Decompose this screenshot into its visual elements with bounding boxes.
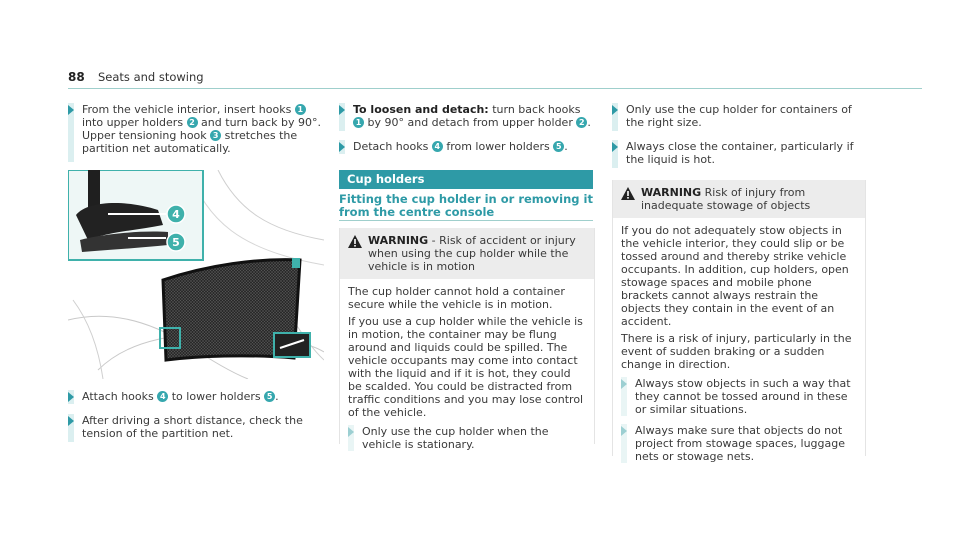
warning-body	[613, 218, 865, 463]
warning-icon	[348, 235, 362, 248]
step-text: Always close the container, particularly if the liquid is hot.	[626, 140, 854, 166]
partition-net-illustration	[68, 170, 324, 379]
warning-box	[339, 228, 595, 451]
instruction-step	[68, 103, 324, 162]
step-bar	[68, 390, 74, 404]
callout-badge: 4	[432, 141, 443, 152]
arrow-icon	[612, 105, 618, 115]
figure-callout-5: 5	[172, 236, 180, 249]
instruction-step	[621, 377, 857, 416]
step-bar	[612, 103, 618, 131]
step-bar	[339, 103, 345, 131]
step-text: After driving a short distance, check the tension of the partition net.	[82, 414, 303, 440]
step-text: From the vehicle interior, insert hooks 1 into upper holders 2 and turn back by 90°. Upper tensioning hook 3 stretches the partition net automatically.	[82, 103, 321, 155]
step-bar	[68, 414, 74, 442]
instruction-step	[68, 390, 324, 404]
step-bar	[339, 140, 345, 154]
arrow-icon	[68, 392, 74, 402]
figure-callout-4: 4	[172, 208, 180, 221]
callout-badge: 4	[157, 391, 168, 402]
step-bar	[348, 425, 354, 451]
arrow-icon	[621, 379, 627, 389]
step-text: Only use the cup holder for containers of the right size.	[626, 103, 852, 129]
page-number: 88	[68, 70, 85, 84]
arrow-icon	[348, 427, 354, 437]
instruction-step	[621, 424, 857, 463]
step-text: Attach hooks 4 to lower holders 5 .	[82, 390, 279, 403]
step-bar	[68, 103, 74, 162]
instruction-step	[68, 414, 324, 442]
arrow-icon	[621, 426, 627, 436]
header-rule	[68, 88, 922, 89]
instruction-step	[339, 103, 593, 131]
subtitle-rule	[339, 220, 593, 221]
step-bar	[612, 140, 618, 168]
arrow-icon	[612, 142, 618, 152]
callout-badge: 1	[353, 117, 364, 128]
warning-icon	[621, 187, 635, 200]
step-bar	[621, 424, 627, 463]
step-text: Always make sure that objects do not project from stowage spaces, luggage nets or stowage nets.	[635, 424, 846, 463]
step-text: Only use the cup holder when the vehicle is stationary.	[362, 425, 549, 451]
section-title: Seats and stowing	[98, 70, 204, 84]
instruction-step	[339, 140, 593, 154]
step-bar	[621, 377, 627, 416]
warning-header	[613, 180, 865, 218]
section-heading: Cup holders	[339, 170, 593, 189]
warning-paragraph: There is a risk of injury, particularly in the event of sudden braking or a sudden change in direction.	[621, 332, 852, 371]
arrow-icon	[68, 416, 74, 426]
arrow-icon	[339, 142, 345, 152]
step-text: Detach hooks 4 from lower holders 5 .	[353, 140, 568, 153]
callout-badge: 2	[576, 117, 587, 128]
instruction-step	[612, 103, 862, 131]
warning-header	[340, 228, 594, 279]
section-subtitle: Fitting the cup holder in or removing it from the centre console	[339, 192, 593, 219]
instruction-step	[348, 425, 586, 451]
step-text: To loosen and detach: turn back hooks 1 by 90° and detach from upper holder 2 .	[353, 103, 591, 129]
warning-headline: WARNING Risk of injury from inadequate stowage of objects	[641, 186, 811, 212]
warning-box	[612, 180, 866, 463]
warning-paragraph: If you use a cup holder while the vehicle is in motion, the container may be flung around and liquids could be spilled. The vehicle occupants may come into contact with the liquid and if it is hot, they could be scalded. You could be distracted from traffic conditions and you may lose control of the vehicle.	[348, 315, 584, 419]
callout-badge: 5	[553, 141, 564, 152]
warning-body	[340, 279, 594, 451]
callout-badge: 2	[187, 117, 198, 128]
warning-paragraph: If you do not adequately stow objects in the vehicle interior, they could slip or be tossed around and thereby strike vehicle occupants. In addition, cup holders, open stowage spaces and mobile phone brackets cannot always restrain the objects they contain in the event of an accident.	[621, 224, 849, 328]
warning-paragraph: The cup holder cannot hold a container secure while the vehicle is in motion.	[348, 285, 565, 311]
arrow-icon	[68, 105, 74, 115]
arrow-icon	[339, 105, 345, 115]
callout-badge: 1	[295, 104, 306, 115]
instruction-step	[612, 140, 862, 168]
callout-badge: 3	[210, 130, 221, 141]
callout-badge: 5	[264, 391, 275, 402]
warning-headline: WARNING - Risk of accident or injury when using the cup holder while the vehicle is in motion	[368, 234, 576, 273]
step-text: Always stow objects in such a way that they cannot be tossed around in these or similar situations.	[635, 377, 851, 416]
